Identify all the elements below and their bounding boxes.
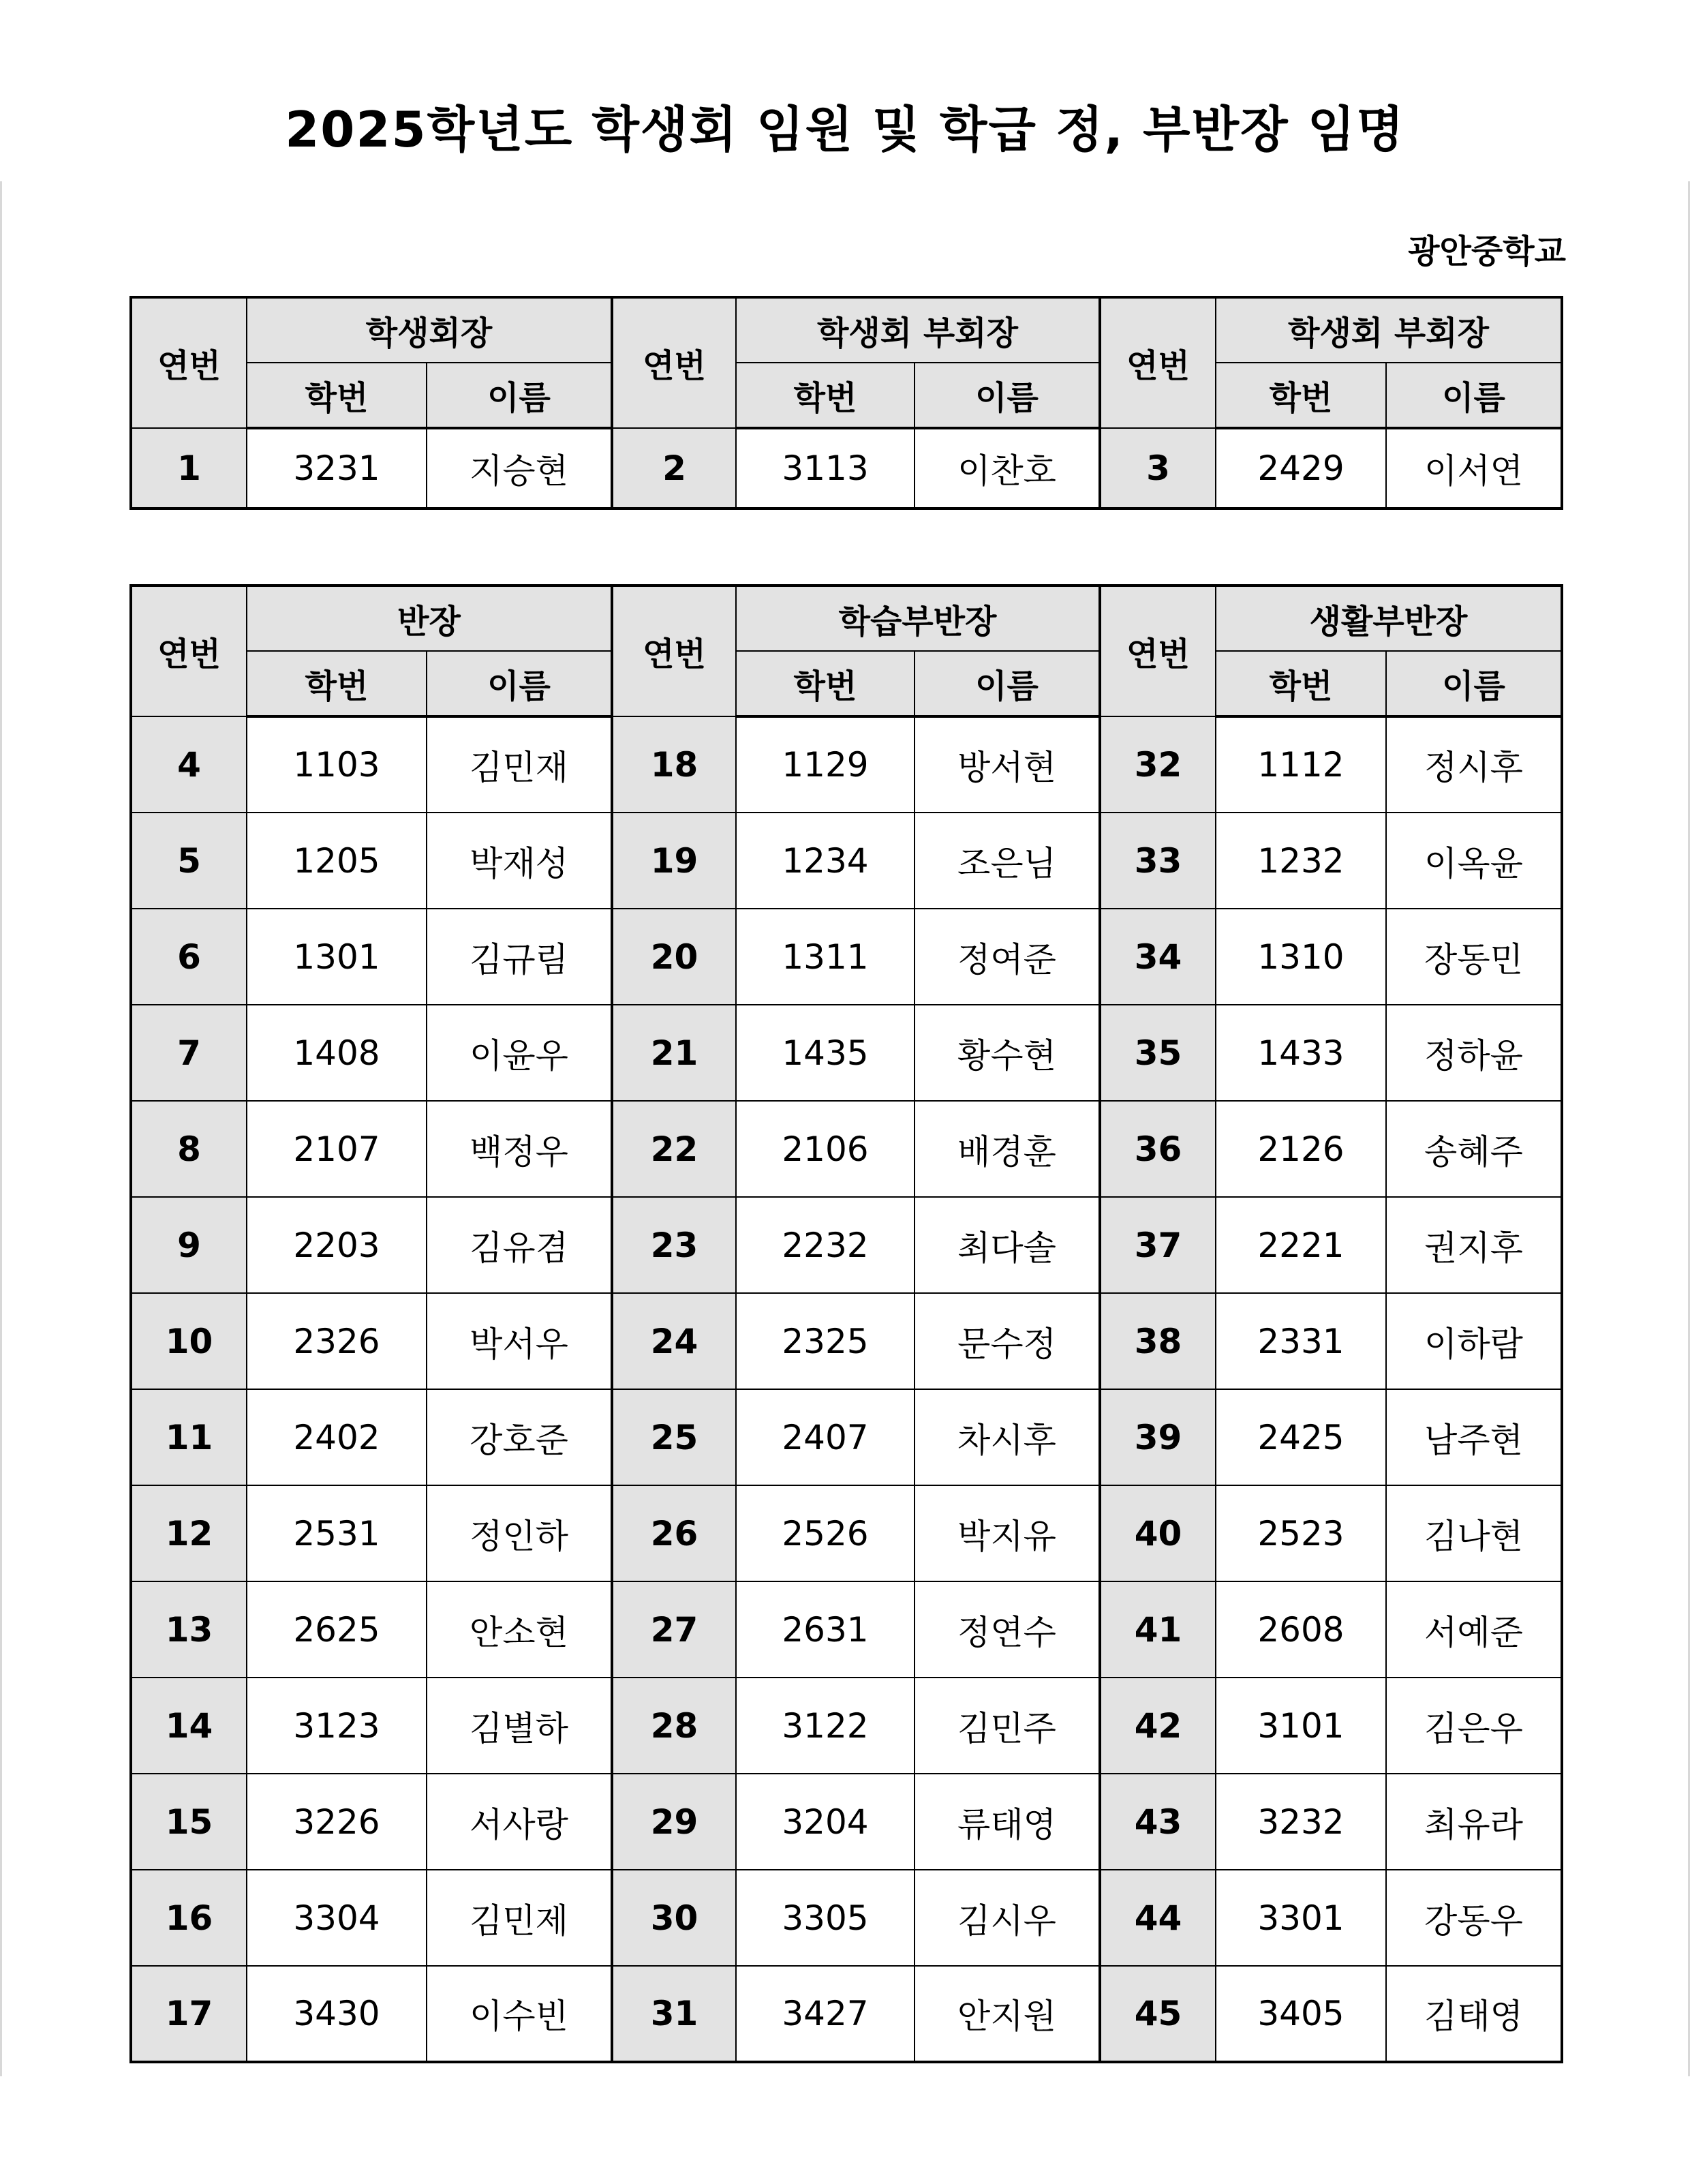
student-id-cell: 1408 [247, 1005, 427, 1101]
name-cell: 김은우 [1386, 1678, 1562, 1774]
table-row [131, 1870, 1562, 1966]
name-header: 이름 [1386, 651, 1562, 716]
student-id-cell: 3405 [1216, 1966, 1386, 2062]
seq-cell: 37 [1100, 1197, 1216, 1293]
student-id-cell: 2407 [736, 1389, 915, 1485]
seq-cell: 30 [612, 1870, 736, 1966]
name-cell: 김태영 [1386, 1966, 1562, 2062]
student-id-cell: 3204 [736, 1774, 915, 1870]
name-cell: 이찬호 [915, 428, 1100, 509]
student-id-header: 학번 [247, 363, 427, 428]
seq-cell: 38 [1100, 1293, 1216, 1389]
document-title: 2025학년도 학생회 임원 및 학급 정, 부반장 임명 [285, 101, 1405, 158]
seq-cell: 9 [131, 1197, 247, 1293]
role-header-vice-president: 학생회 부회장 [1216, 297, 1562, 363]
student-id-cell: 3304 [247, 1870, 427, 1966]
student-id-cell: 1112 [1216, 716, 1386, 813]
student-id-cell: 3231 [247, 428, 427, 509]
name-cell: 정연수 [915, 1581, 1100, 1678]
seq-header: 연번 [1100, 586, 1216, 716]
student-id-cell: 3305 [736, 1870, 915, 1966]
student-id-cell: 3430 [247, 1966, 427, 2062]
seq-cell: 29 [612, 1774, 736, 1870]
name-cell: 서예준 [1386, 1581, 1562, 1678]
seq-cell: 28 [612, 1678, 736, 1774]
name-cell: 박재성 [427, 813, 612, 909]
student-id-cell: 2631 [736, 1581, 915, 1678]
student-id-cell: 3427 [736, 1966, 915, 2062]
seq-cell: 11 [131, 1389, 247, 1485]
name-cell: 최유라 [1386, 1774, 1562, 1870]
student-id-cell: 3232 [1216, 1774, 1386, 1870]
student-id-cell: 2625 [247, 1581, 427, 1678]
student-id-cell: 1232 [1216, 813, 1386, 909]
table-row [131, 813, 1562, 909]
name-header: 이름 [1386, 363, 1562, 428]
name-header: 이름 [915, 651, 1100, 716]
seq-cell: 5 [131, 813, 247, 909]
page-edge-left [0, 181, 2, 2076]
name-cell: 지승현 [427, 428, 612, 509]
name-cell: 권지후 [1386, 1197, 1562, 1293]
role-header-president: 학생회장 [247, 297, 612, 363]
table-row [131, 1197, 1562, 1293]
seq-cell: 21 [612, 1005, 736, 1101]
name-cell: 강동우 [1386, 1870, 1562, 1966]
name-cell: 김나현 [1386, 1485, 1562, 1581]
seq-cell: 26 [612, 1485, 736, 1581]
student-id-cell: 3101 [1216, 1678, 1386, 1774]
seq-cell: 14 [131, 1678, 247, 1774]
seq-cell: 35 [1100, 1005, 1216, 1101]
seq-cell: 7 [131, 1005, 247, 1101]
student-id-cell: 2126 [1216, 1101, 1386, 1197]
student-id-cell: 1234 [736, 813, 915, 909]
seq-header: 연번 [612, 586, 736, 716]
seq-cell: 8 [131, 1101, 247, 1197]
student-council-table [129, 296, 1563, 510]
student-id-cell: 2325 [736, 1293, 915, 1389]
name-cell: 방서현 [915, 716, 1100, 813]
table-row [131, 1774, 1562, 1870]
seq-cell: 36 [1100, 1101, 1216, 1197]
seq-cell: 39 [1100, 1389, 1216, 1485]
seq-cell: 23 [612, 1197, 736, 1293]
student-id-cell: 2107 [247, 1101, 427, 1197]
seq-cell: 45 [1100, 1966, 1216, 2062]
seq-cell: 3 [1100, 428, 1216, 509]
student-id-cell: 2429 [1216, 428, 1386, 509]
seq-cell: 18 [612, 716, 736, 813]
student-id-header: 학번 [1216, 363, 1386, 428]
student-id-cell: 2326 [247, 1293, 427, 1389]
name-cell: 서사랑 [427, 1774, 612, 1870]
name-cell: 남주현 [1386, 1389, 1562, 1485]
seq-cell: 22 [612, 1101, 736, 1197]
seq-cell: 24 [612, 1293, 736, 1389]
student-id-cell: 2203 [247, 1197, 427, 1293]
name-cell: 백정우 [427, 1101, 612, 1197]
student-id-cell: 1301 [247, 909, 427, 1005]
student-id-cell: 3226 [247, 1774, 427, 1870]
class-leaders-table [129, 584, 1563, 2063]
seq-header: 연번 [131, 586, 247, 716]
name-cell: 최다솔 [915, 1197, 1100, 1293]
student-id-cell: 3122 [736, 1678, 915, 1774]
student-id-header: 학번 [736, 363, 915, 428]
student-id-cell: 1103 [247, 716, 427, 813]
name-cell: 이하람 [1386, 1293, 1562, 1389]
name-cell: 정시후 [1386, 716, 1562, 813]
seq-cell: 40 [1100, 1485, 1216, 1581]
seq-cell: 17 [131, 1966, 247, 2062]
student-id-cell: 2331 [1216, 1293, 1386, 1389]
student-id-header: 학번 [247, 651, 427, 716]
student-id-cell: 2232 [736, 1197, 915, 1293]
name-cell: 안소현 [427, 1581, 612, 1678]
seq-cell: 6 [131, 909, 247, 1005]
name-cell: 이수빈 [427, 1966, 612, 2062]
seq-cell: 41 [1100, 1581, 1216, 1678]
student-id-cell: 3301 [1216, 1870, 1386, 1966]
seq-cell: 34 [1100, 909, 1216, 1005]
name-cell: 장동민 [1386, 909, 1562, 1005]
name-cell: 김민주 [915, 1678, 1100, 1774]
student-id-cell: 3123 [247, 1678, 427, 1774]
table-row [131, 1389, 1562, 1485]
name-cell: 이옥윤 [1386, 813, 1562, 909]
student-id-cell: 2425 [1216, 1389, 1386, 1485]
name-cell: 김시우 [915, 1870, 1100, 1966]
name-cell: 정인하 [427, 1485, 612, 1581]
class-leaders-body [131, 716, 1562, 2062]
student-id-cell: 2106 [736, 1101, 915, 1197]
student-id-cell: 2531 [247, 1485, 427, 1581]
name-header: 이름 [915, 363, 1100, 428]
class-column-header-row [131, 651, 1562, 716]
seq-cell: 2 [612, 428, 736, 509]
name-cell: 김규림 [427, 909, 612, 1005]
role-header-life-vice: 생활부반장 [1216, 586, 1562, 651]
name-cell: 문수정 [915, 1293, 1100, 1389]
table-row [131, 1966, 1562, 2062]
role-header-vice-president: 학생회 부회장 [736, 297, 1100, 363]
student-id-cell: 2526 [736, 1485, 915, 1581]
seq-cell: 16 [131, 1870, 247, 1966]
table-row [131, 716, 1562, 813]
seq-cell: 1 [131, 428, 247, 509]
name-cell: 황수현 [915, 1005, 1100, 1101]
seq-cell: 10 [131, 1293, 247, 1389]
name-cell: 박지유 [915, 1485, 1100, 1581]
role-header-study-vice: 학습부반장 [736, 586, 1100, 651]
name-cell: 안지원 [915, 1966, 1100, 2062]
student-id-cell: 2523 [1216, 1485, 1386, 1581]
student-id-cell: 1435 [736, 1005, 915, 1101]
table-row [131, 909, 1562, 1005]
student-id-cell: 1310 [1216, 909, 1386, 1005]
table-row [131, 428, 1562, 509]
seq-cell: 15 [131, 1774, 247, 1870]
seq-header: 연번 [131, 297, 247, 428]
name-cell: 김민제 [427, 1870, 612, 1966]
name-cell: 정여준 [915, 909, 1100, 1005]
seq-cell: 25 [612, 1389, 736, 1485]
seq-cell: 31 [612, 1966, 736, 2062]
seq-cell: 42 [1100, 1678, 1216, 1774]
seq-cell: 33 [1100, 813, 1216, 909]
seq-cell: 27 [612, 1581, 736, 1678]
name-cell: 김민재 [427, 716, 612, 813]
class-role-header-row [131, 586, 1562, 651]
student-id-cell: 2608 [1216, 1581, 1386, 1678]
name-header: 이름 [427, 363, 612, 428]
seq-cell: 19 [612, 813, 736, 909]
table-row [131, 1485, 1562, 1581]
seq-cell: 43 [1100, 1774, 1216, 1870]
student-id-cell: 1311 [736, 909, 915, 1005]
council-column-header-row [131, 363, 1562, 428]
seq-header: 연번 [612, 297, 736, 428]
seq-cell: 12 [131, 1485, 247, 1581]
student-id-cell: 1205 [247, 813, 427, 909]
name-cell: 김유겸 [427, 1197, 612, 1293]
seq-cell: 44 [1100, 1870, 1216, 1966]
seq-cell: 32 [1100, 716, 1216, 813]
table-row [131, 1101, 1562, 1197]
name-header: 이름 [427, 651, 612, 716]
seq-header: 연번 [1100, 297, 1216, 428]
name-cell: 정하윤 [1386, 1005, 1562, 1101]
student-id-cell: 1433 [1216, 1005, 1386, 1101]
table-row [131, 1005, 1562, 1101]
seq-cell: 4 [131, 716, 247, 813]
student-id-cell: 1129 [736, 716, 915, 813]
name-cell: 이윤우 [427, 1005, 612, 1101]
table-row [131, 1678, 1562, 1774]
name-cell: 배경훈 [915, 1101, 1100, 1197]
name-cell: 류태영 [915, 1774, 1100, 1870]
student-id-cell: 3113 [736, 428, 915, 509]
name-cell: 이서연 [1386, 428, 1562, 509]
name-cell: 강호준 [427, 1389, 612, 1485]
table-row [131, 1581, 1562, 1678]
student-id-cell: 2402 [247, 1389, 427, 1485]
student-id-cell: 2221 [1216, 1197, 1386, 1293]
role-header-class-president: 반장 [247, 586, 612, 651]
student-id-header: 학번 [736, 651, 915, 716]
student-id-header: 학번 [1216, 651, 1386, 716]
name-cell: 박서우 [427, 1293, 612, 1389]
name-cell: 송혜주 [1386, 1101, 1562, 1197]
name-cell: 김별하 [427, 1678, 612, 1774]
council-role-header-row [131, 297, 1562, 363]
name-cell: 차시후 [915, 1389, 1100, 1485]
table-row [131, 1293, 1562, 1389]
name-cell: 조은님 [915, 813, 1100, 909]
seq-cell: 20 [612, 909, 736, 1005]
seq-cell: 13 [131, 1581, 247, 1678]
school-name: 광안중학교 [1408, 232, 1566, 271]
